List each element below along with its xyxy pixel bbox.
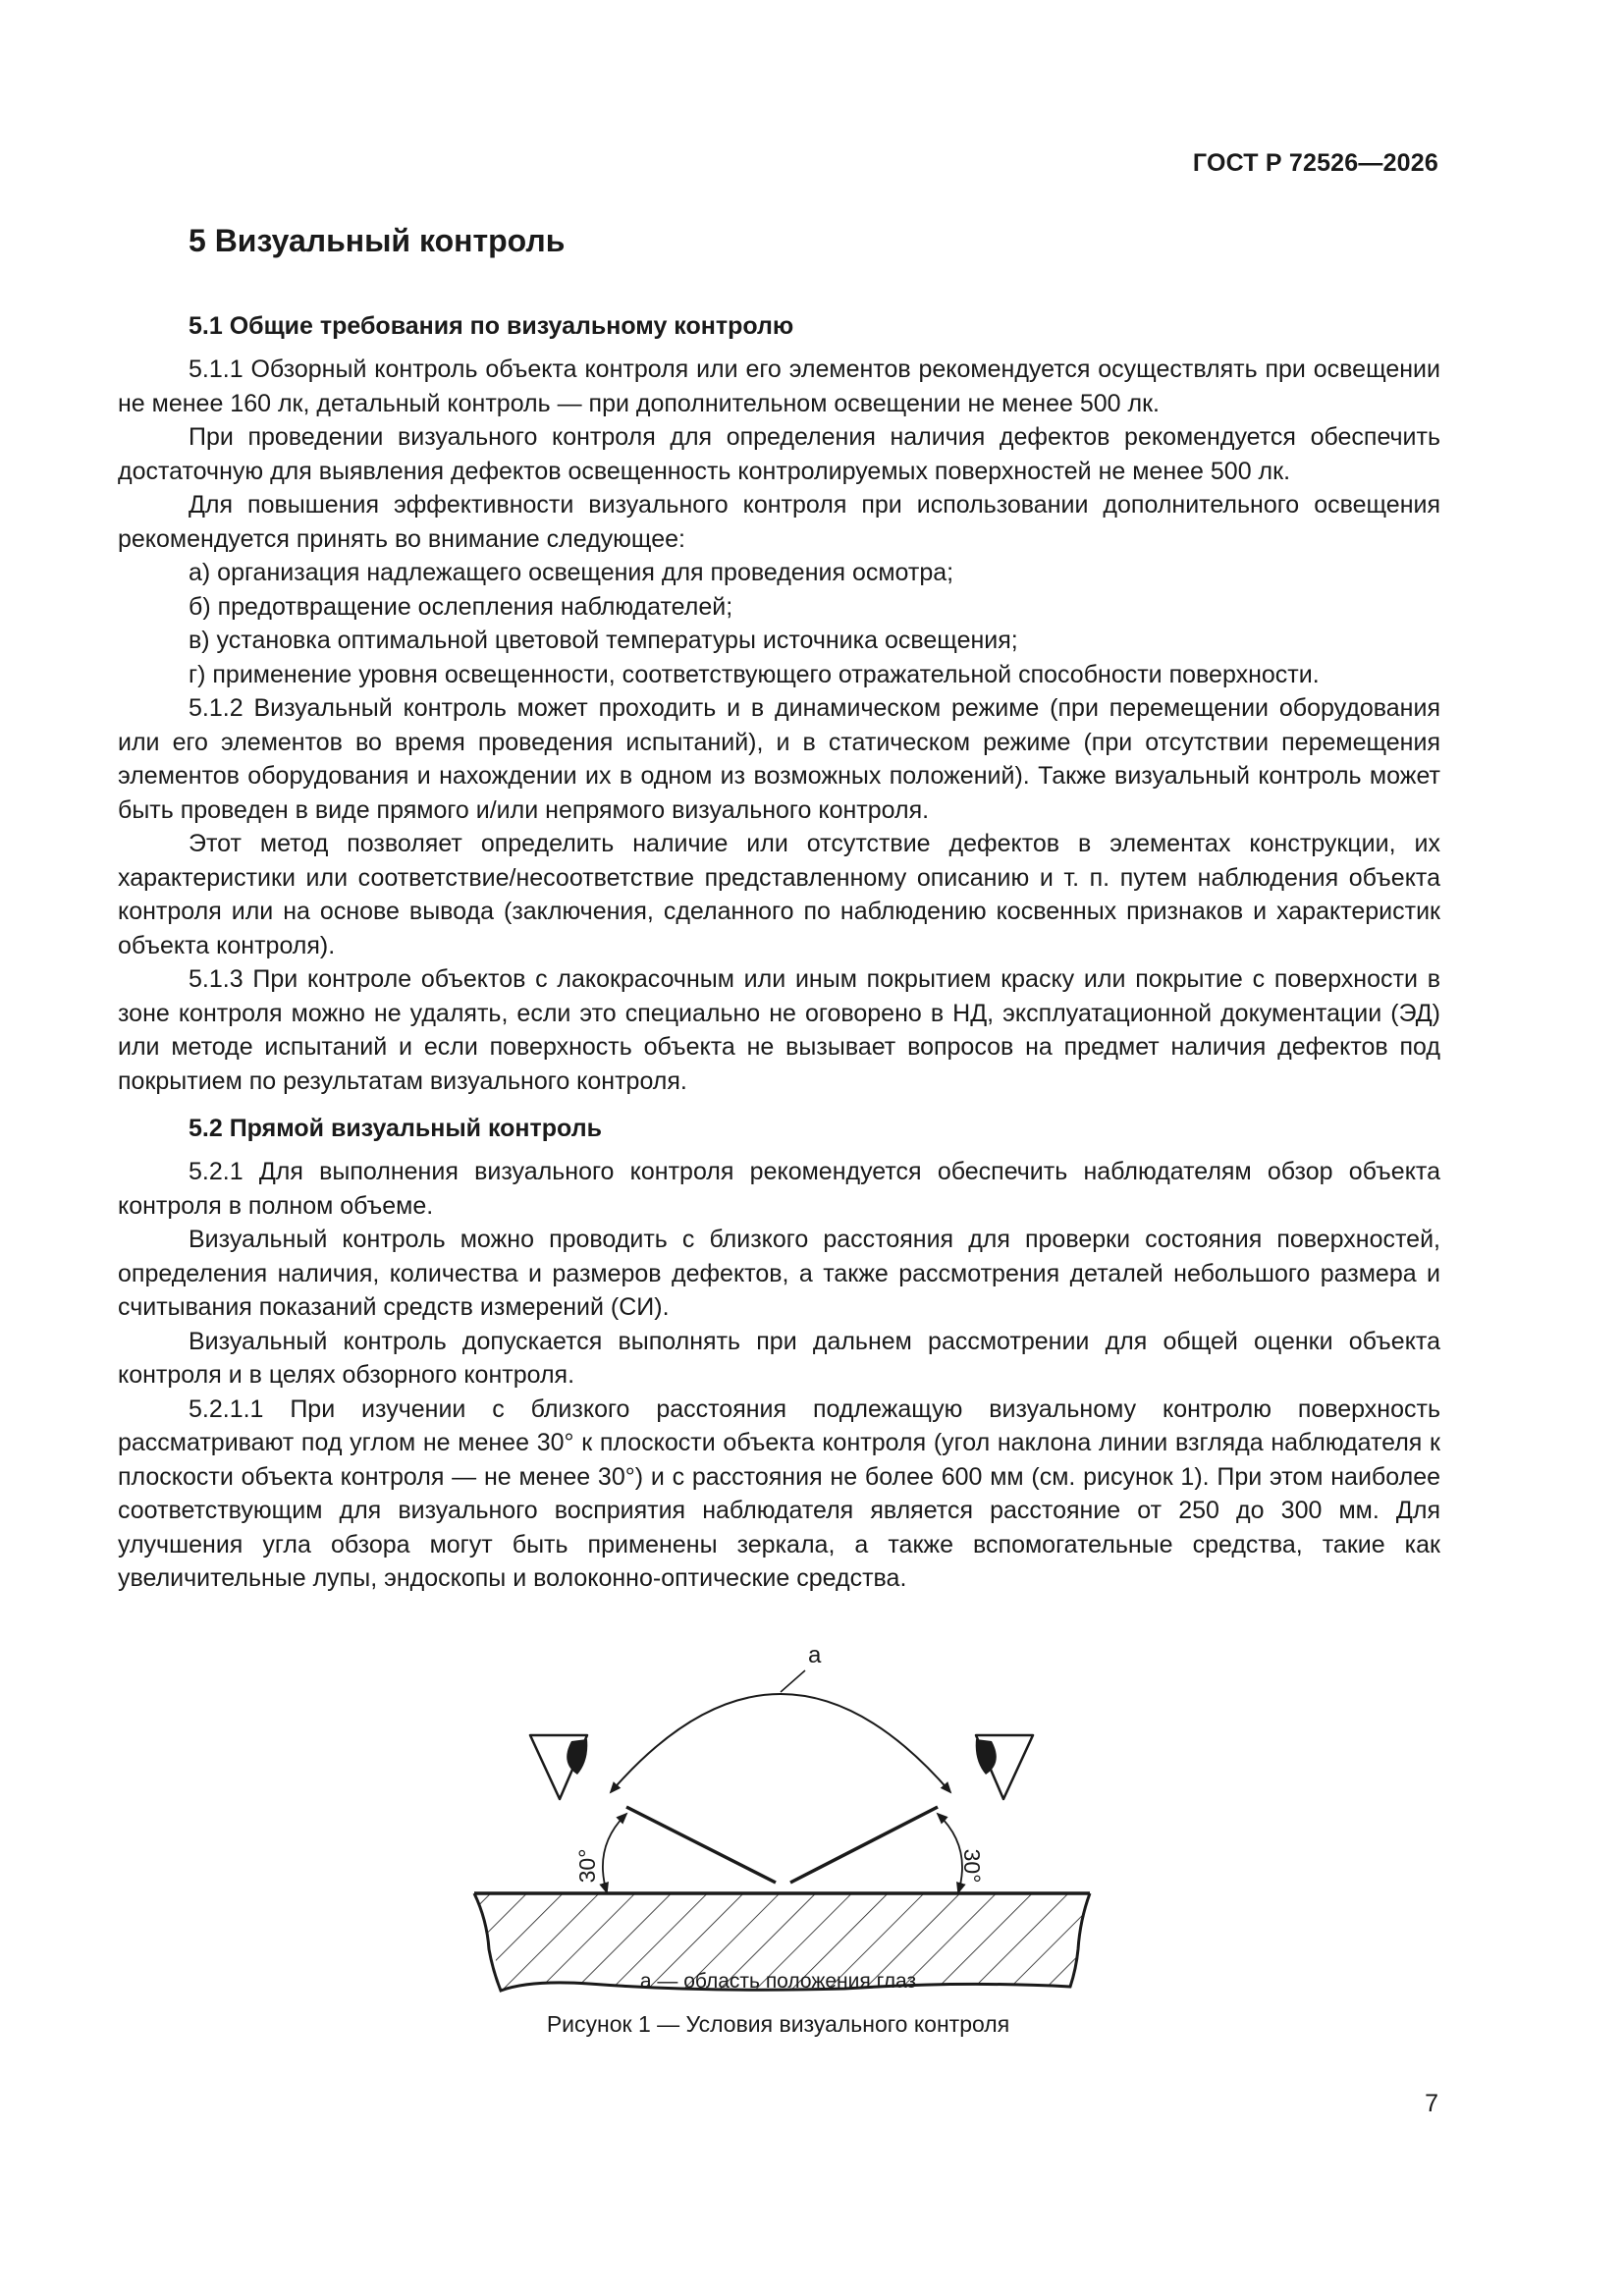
right-sight-line [790,1807,938,1883]
page-number: 7 [1425,2090,1438,2117]
document-code: ГОСТ Р 72526—2026 [1192,149,1438,177]
paragraph: 5.1.1 Обзорный контроль объекта контроля или его элементов рекомендуется осуществлять при освещении не менее 160 лк, детальный контроль — при дополнительном освещении не менее 500 лк. [118,355,1440,417]
subsection-title-5-2: 5.2 Прямой визуальный контроль [189,1115,602,1142]
figure-caption: Рисунок 1 — Условия визуального контроля [546,2011,1010,2037]
left-sight-line [626,1807,776,1883]
paragraph: Визуальный контроль можно проводить с близкого расстояния для проверки состояния поверхностей, определения наличия, количества и размеров дефектов, а также рассмотрения деталей небольшого размера и считывания показаний средств измерений (СИ). [118,1226,1440,1321]
left-angle-label: 30° [574,1848,600,1884]
right-angle-label: 30° [959,1848,985,1884]
eye-region-arc [611,1694,950,1792]
list-item: в) установка оптимальной цветовой температуры источника освещения; [189,627,1018,654]
label-a: a [808,1642,822,1668]
section-title: 5 Визуальный контроль [189,223,566,258]
paragraph: 5.2.1 Для выполнения визуального контроля рекомендуется обеспечить наблюдателям обзор объекта контроля в полном объеме. [118,1158,1440,1220]
paragraph: Этот метод позволяет определить наличие или отсутствие дефектов в элементах конструкции, их характеристики или соответствие/несоответствие представленному описанию и т. п. путем наблюдения объекта контроля или на основе вывода (заключения, сделанного по наблюдению косвенных признаков и характеристик объекта контроля). [118,830,1440,959]
paragraph: Для повышения эффективности визуального контроля при использовании дополнительного освещения рекомендуется принять во внимание следующее: [118,491,1440,553]
paragraph: Визуальный контроль допускается выполнять при дальнем рассмотрении для общей оценки объекта контроля и в целях обзорного контроля. [118,1327,1440,1389]
left-eye-icon [530,1735,587,1799]
right-eye-icon [976,1735,1033,1799]
paragraph: 5.1.2 Визуальный контроль может проходить и в динамическом режиме (при перемещении оборудования или его элементов во время проведения испытаний), и в статическом режиме (при отсутствии перемещения элементов оборудования и нахождении их в одном из возможных положений). Также визуальный контроль может быть проведен в виде прямого и/или непрямого визуального контроля. [118,694,1440,824]
list-item: б) предотвращение ослепления наблюдателей; [189,592,733,621]
right-angle-arc [938,1814,962,1892]
label-a-leader [781,1670,805,1692]
figure-note: a — область положения глаз [639,1970,917,1993]
left-angle-arc [603,1814,626,1892]
list-item: а) организация надлежащего освещения для проведения осмотра; [189,559,954,586]
paragraph: 5.2.1.1 При изучении с близкого расстояния подлежащую визуальному контролю поверхность рассматривают под углом не менее 30° к плоскости объекта контроля (угол наклона линии взгляда наблюдателя к плоскости объекта контроля — не менее 30°) и с расстояния не более 600 мм (см. рисунок 1). При этом наиболее соответствующим для визуального восприятия наблюдателя является расстояние от 250 до 300 мм. Для улучшения угла обзора могут быть применены зеркала, а также вспомогательные средства, такие как увеличительные лупы, эндоскопы и волоконно-оптические средства. [118,1394,1440,1592]
paragraph: 5.1.3 При контроле объектов с лакокрасочным или иным покрытием краску или покрытие с поверхности в зоне контроля можно не удалять, если это специально не оговорено в НД, эксплуатационной документации (ЭД) или методе испытаний и если поверхность объекта не вызывает вопросов на предмет наличия дефектов под покрытием по результатам визуального контроля. [118,965,1440,1095]
subsection-title-5-1: 5.1 Общие требования по визуальному контролю [189,312,794,340]
list-item: г) применение уровня освещенности, соответствующего отражательной способности поверхности. [189,660,1320,688]
paragraph: При проведении визуального контроля для определения наличия дефектов рекомендуется обеспечить достаточную для выявления дефектов освещенность контролируемых поверхностей не менее 500 лк. [118,423,1440,485]
page-content [118,221,1440,1596]
